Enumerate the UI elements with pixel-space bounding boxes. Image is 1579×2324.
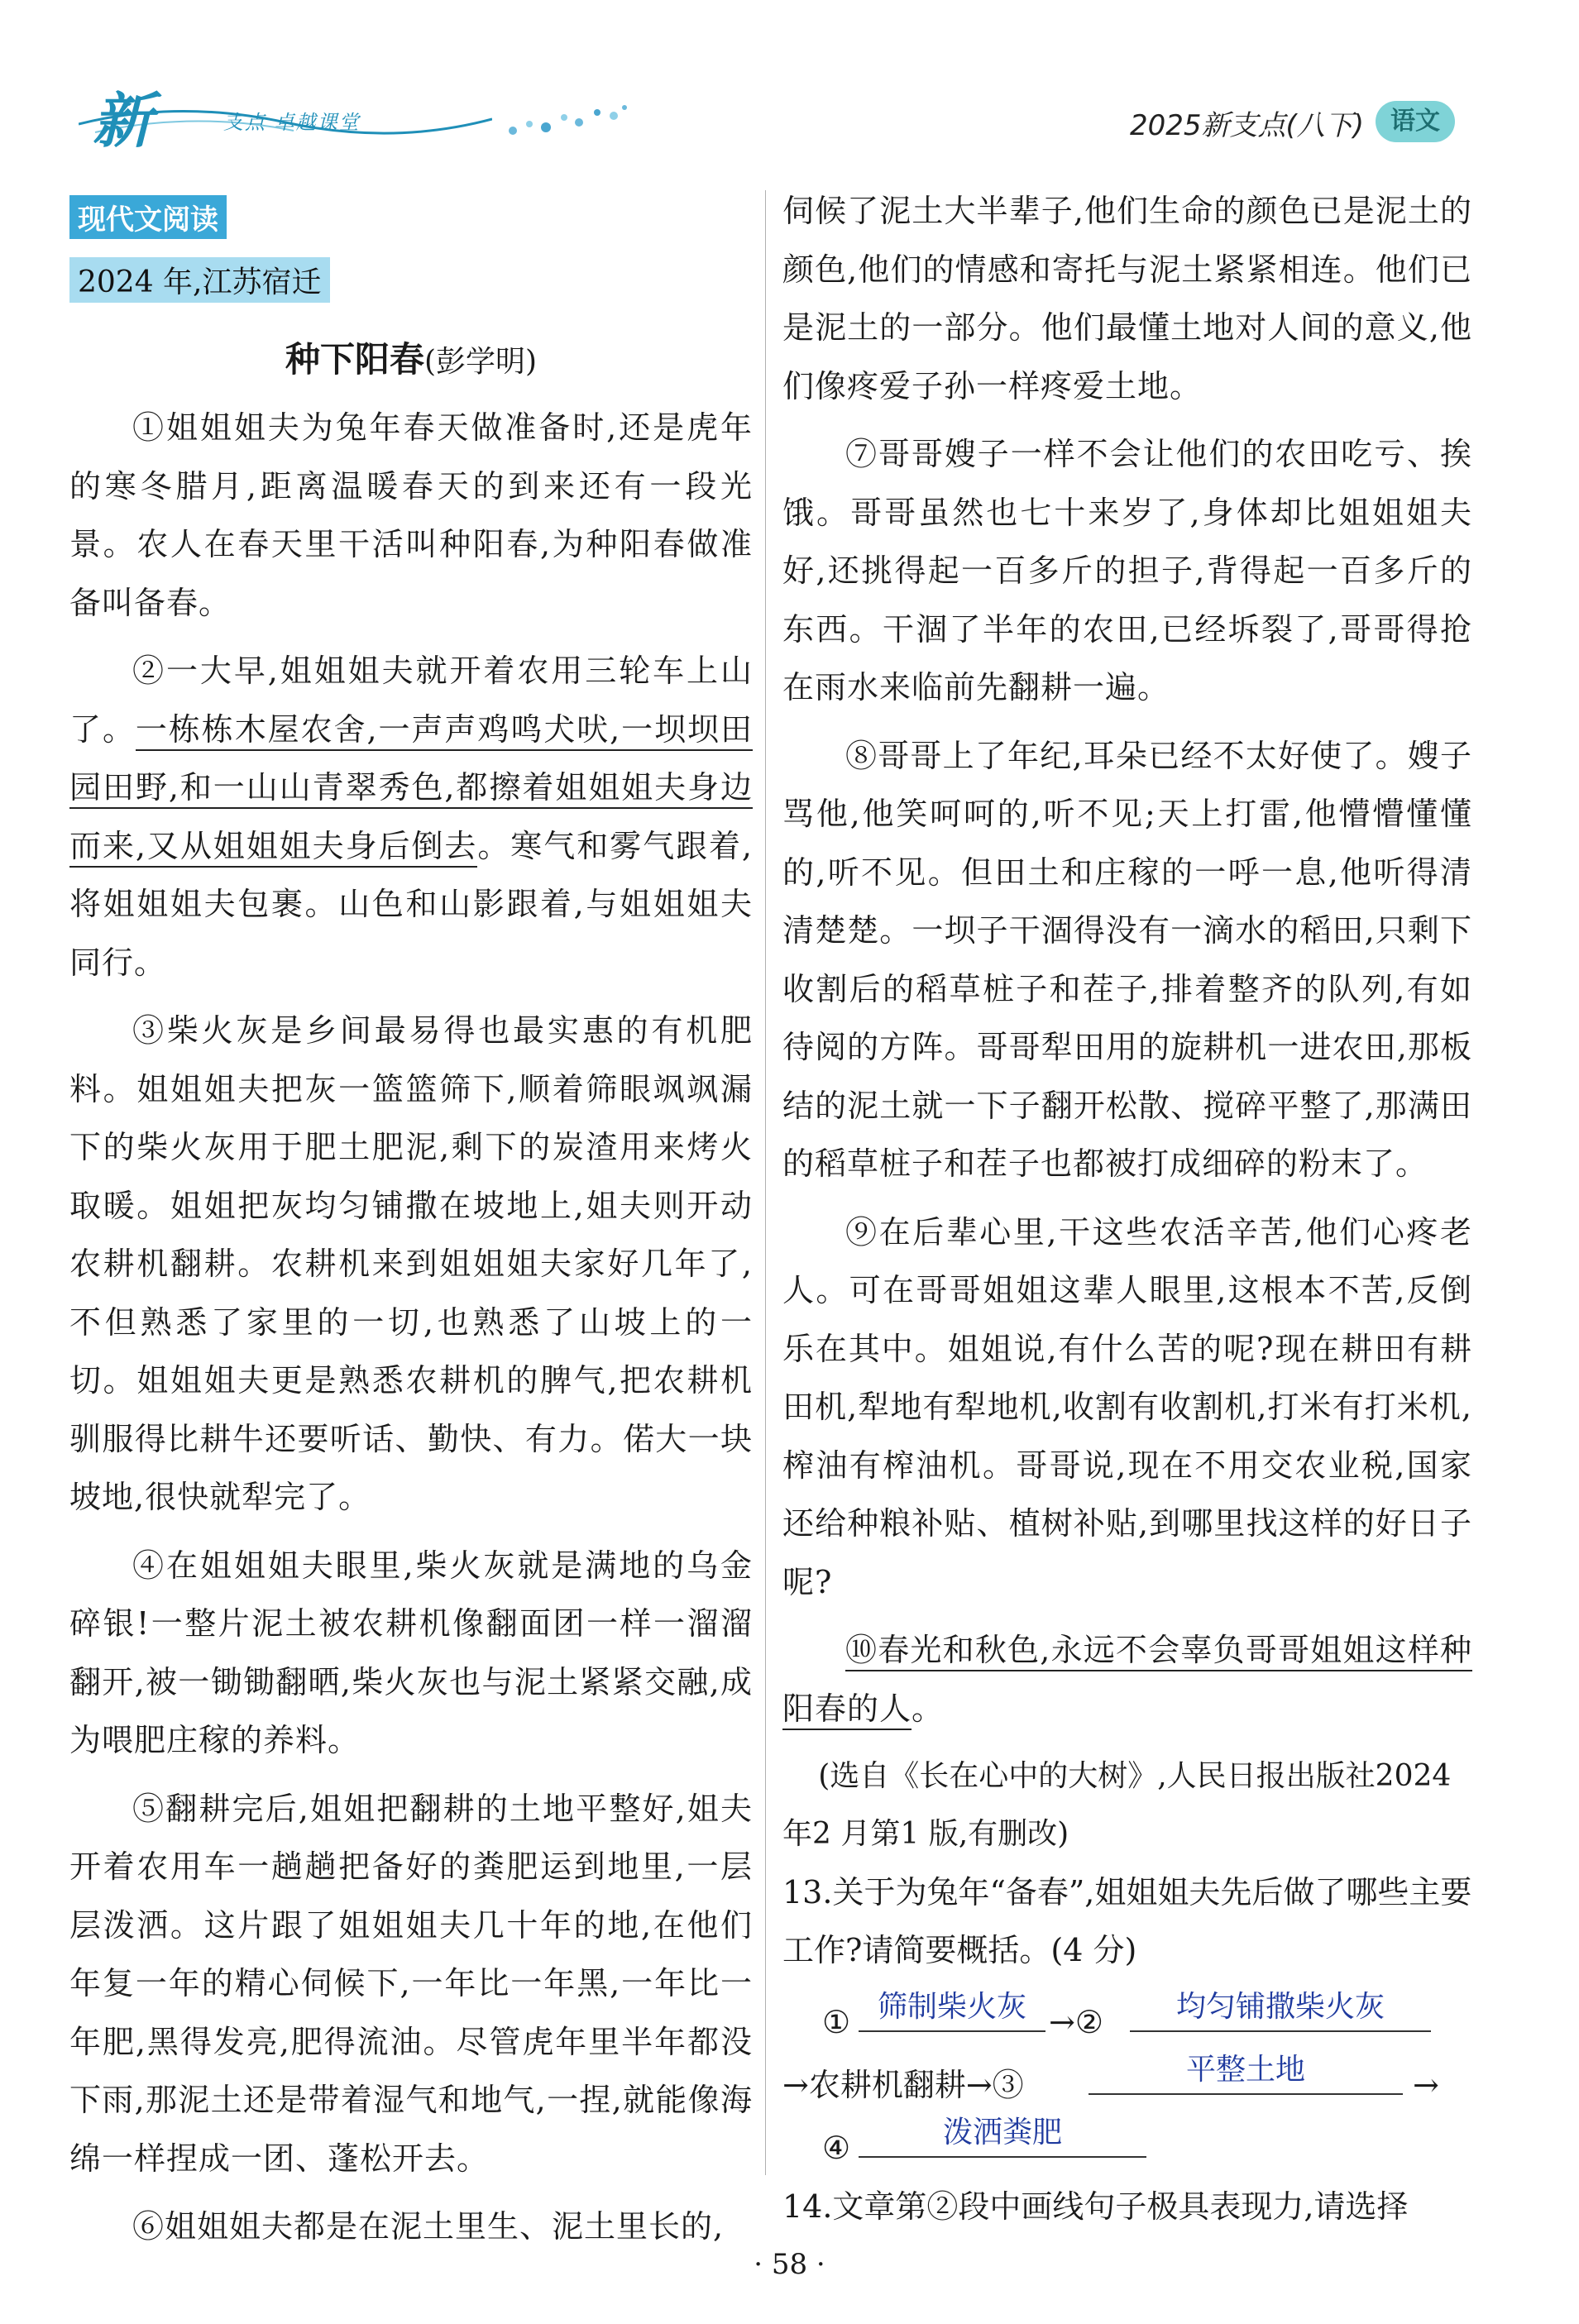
book-title: 2025新支点(八下) [1129, 109, 1364, 142]
page-header [0, 0, 1579, 165]
answer-blank-2[interactable]: 均匀铺撒柴火灰 [1130, 1984, 1431, 2032]
answer-blank-1[interactable]: 筛制柴火灰 [859, 1984, 1045, 2032]
right-column [782, 182, 1472, 2236]
region-tag: 2024 年,江苏宿迁 [69, 257, 330, 303]
answer-blank-4[interactable]: 泼洒粪肥 [859, 2110, 1146, 2158]
paragraph-4: ④在姐姐姐夫眼里,柴火灰就是满地的乌金碎银!一整片泥土被农耕机像翻面团一样一溜溜翻开,被一锄锄翻晒,柴火灰也与泥土紧紧交融,成为喂肥庄稼的养料。 [69, 1547, 753, 1758]
section-tag: 现代文阅读 [69, 195, 227, 239]
paragraph-2-tail: 。寒气和雾气跟着,将姐姐姐夫包裹。山色和山影跟着,与姐姐姐夫同行。 [69, 827, 753, 981]
answer-blank-3[interactable]: 平整土地 [1089, 2047, 1403, 2095]
page-number: · 58 · [754, 2248, 825, 2281]
bubbles-decoration-icon [505, 99, 629, 141]
column-divider [765, 190, 766, 2175]
paragraph-3: ③柴火灰是乡间最易得也最实惠的有机肥料。姐姐姐夫把灰一篮篮筛下,顺着筛眼飒飒漏下的柴火灰用于肥土肥泥,剩下的炭渣用来烤火取暖。姐姐把灰均匀铺撒在坡地上,姐夫则开动农耕机翻耕。农耕机来到姐姐姐夫家好几年了,不但熟悉了家里的一切,也熟悉了山坡上的一切。姐姐姐夫更是熟悉农耕机的脾气,把农耕机驯服得比耕牛还要听话、勤快、有力。偌大一块坡地,很快就犁完了。 [69, 1012, 753, 1515]
question-13-answers [782, 1984, 1472, 2173]
subject-badge: 语文 [1376, 101, 1455, 142]
answer-arrow-4: → [1413, 2067, 1439, 2103]
paragraph-8: ⑧哥哥上了年纪,耳朵已经不太好使了。嫂子骂他,他笑呵呵的,听不见;天上打雷,他懵懵懂懂的,听不见。但田土和庄稼的一呼一息,他听得清清楚楚。一坝子干涸得没有一滴水的稻田,只剩下收割后的稻草桩子和茬子,排着整齐的队列,有如待阅的方阵。哥哥犁田用的旋耕机一进农田,那板结的泥土就一下子翻开松散、搅碎平整了,那满田的稻草桩子和茬子也都被打成细碎的粉末了。 [782, 737, 1472, 1182]
paragraph-7: ⑦哥哥嫂子一样不会让他们的农田吃亏、挨饿。哥哥虽然也七十来岁了,身体却比姐姐姐夫好,还挑得起一百多斤的担子,背得起一百多斤的东西。干涸了半年的农田,已经坼裂了,哥哥得抢在雨水来临前先翻耕一遍。 [782, 436, 1472, 705]
answer-arrow-2: →② [1049, 2004, 1103, 2040]
underlined-sentence: 一栋栋木屋农舍,一声声鸡鸣犬吠,一坝坝田园田野,和一山山青翠秀色,都擦着姐姐姐夫身边而来,又从姐姐姐夫身后倒去 [69, 711, 753, 868]
article-title: 种下阳春 [285, 339, 424, 380]
question-13 [782, 1863, 1472, 1979]
article-author: (彭学明) [423, 345, 538, 379]
question-13-number: 13. [782, 1874, 833, 1910]
article-heading [69, 332, 753, 382]
logo-subtitle: 支点 卓越课堂 [223, 111, 361, 134]
paragraph-2-lead: ②一大早,姐姐姐夫就开着农用三轮车上山了。 [69, 653, 753, 748]
underlined-sentence-10: ⑩春光和秋色,永远不会辜负哥哥姐姐这样种阳春的人 [782, 1632, 1472, 1730]
logo-mark: 新 [93, 86, 153, 155]
left-column [69, 190, 753, 2266]
article-source: (选自《长在心中的大树》,人民日报出版社2024 年2 月第1 版,有删改) [782, 1759, 1452, 1851]
paragraph-5: ⑤翻耕完后,姐姐把翻耕的土地平整好,姐夫开着农用车一趟趟把备好的粪肥运到地里,一层层泼洒。这片跟了姐姐姐夫几十年的地,在他们年复一年的精心伺候下,一年比一年黑,一年比一年肥,黑得发亮,肥得流油。尽管虎年里半年都没下雨,那泥土还是带着湿气和地气,一捏,就能像海绵一样捏成一团、蓬松开去。 [69, 1790, 753, 2177]
question-14: 14.文章第②段中画线句子极具表现力,请选择 [782, 2188, 1409, 2225]
paragraph-10 [782, 1621, 1472, 1738]
paragraph-6-continued: 伺候了泥土大半辈子,他们生命的颜色已是泥土的颜色,他们的情感和寄托与泥土紧紧相连。他们已是泥土的一部分。他们最懂土地对人间的意义,他们像疼爱子孙一样疼爱土地。 [782, 193, 1472, 404]
answer-marker-4: ④ [822, 2130, 851, 2166]
paragraph-2 [69, 642, 753, 992]
paragraph-9: ⑨在后辈心里,干这些农活辛苦,他们心疼老人。可在哥哥姐姐这辈人眼里,这根本不苦,反倒乐在其中。姐姐说,有什么苦的呢?现在耕田有耕田机,犁地有犁地机,收割有收割机,打米有打米机,榨油有榨油机。哥哥说,现在不用交农业税,国家还给种粮补贴、植树补贴,到哪里找这样的好日子呢? [782, 1213, 1472, 1600]
answer-marker-1: ① [822, 2004, 851, 2040]
paragraph-1: ①姐姐姐夫为兔年春天做准备时,还是虎年的寒冬腊月,距离温暖春天的到来还有一段光景。农人在春天里干活叫种阳春,为种阳春做准备叫备春。 [69, 409, 753, 621]
paragraph-6-start: ⑥姐姐姐夫都是在泥土里生、泥土里长的, [132, 2208, 725, 2245]
answer-middle-text: →农耕机翻耕→③ [782, 2067, 1024, 2103]
paragraph-10-tail: 。 [912, 1690, 945, 1727]
question-13-text: 关于为兔年“备春”,姐姐姐夫先后做了哪些主要工作?请简要概括。(4 分) [782, 1874, 1472, 1968]
